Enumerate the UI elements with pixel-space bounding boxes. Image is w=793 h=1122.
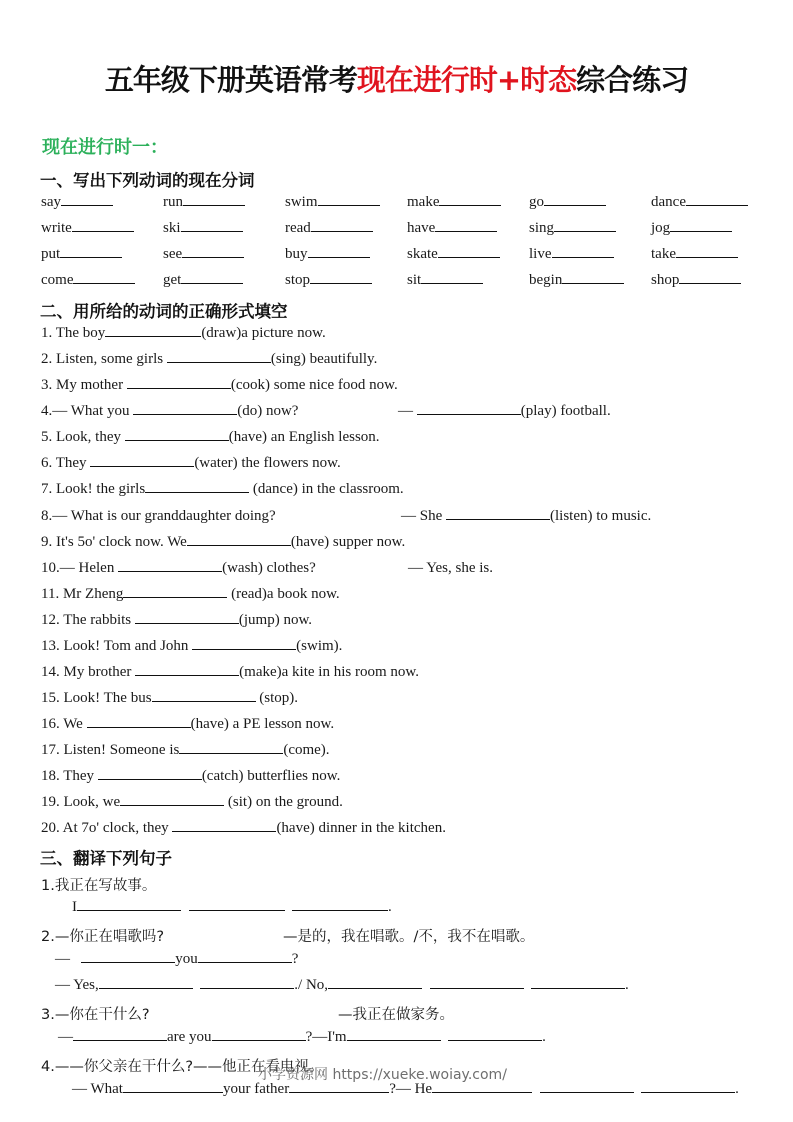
answer-blank[interactable]	[686, 204, 748, 206]
title-part-1: 五年级下册英语常考	[104, 63, 357, 97]
answer-blank[interactable]	[328, 987, 422, 989]
translation-answer: — you ?	[55, 951, 299, 967]
exercise-item: 5. Look, they (have) an English lesson.	[41, 429, 380, 445]
exercise-item: 15. Look! The bus (stop).	[41, 690, 299, 706]
answer-blank[interactable]	[182, 256, 244, 258]
exercise-item: 11. Mr Zheng (read)a book now.	[41, 586, 340, 602]
answer-blank[interactable]	[531, 987, 625, 989]
answer-blank[interactable]	[200, 987, 294, 989]
watermark: 小学资源网 https://xueke.woiay.com/	[258, 1067, 507, 1083]
part3-heading: 三、翻译下列句子	[40, 849, 172, 868]
answer-blank[interactable]	[179, 752, 283, 754]
translation-prompt: 4.——你父亲在干什么?——他正在看电视。	[41, 1059, 324, 1075]
answer-blank[interactable]	[641, 1091, 735, 1093]
exercise-item-answer: — She (listen) to music.	[401, 508, 652, 524]
answer-blank[interactable]	[127, 387, 231, 389]
answer-blank[interactable]	[439, 204, 501, 206]
exercise-item: 7. Look! the girls (dance) in the classroom.	[41, 481, 404, 497]
exercise-item: 2. Listen, some girls (sing) beautifully.	[41, 351, 378, 367]
answer-blank[interactable]	[192, 648, 296, 650]
verb-row: say run swim make go dance	[41, 194, 761, 220]
answer-blank[interactable]	[135, 674, 239, 676]
answer-blank[interactable]	[105, 335, 201, 337]
answer-blank[interactable]	[318, 204, 380, 206]
answer-blank[interactable]	[198, 961, 292, 963]
answer-blank[interactable]	[676, 256, 738, 258]
translation-answer: — What your father ?— He .	[72, 1081, 739, 1097]
translation-prompt: 1.我正在写故事。	[41, 878, 157, 894]
exercise-item: 13. Look! Tom and John (swim).	[41, 638, 343, 654]
answer-blank[interactable]	[212, 1039, 306, 1041]
answer-blank[interactable]	[90, 465, 194, 467]
answer-blank[interactable]	[432, 1091, 532, 1093]
answer-blank[interactable]	[187, 544, 291, 546]
answer-blank[interactable]	[421, 282, 483, 284]
exercise-item: 20. At 7o' clock, they (have) dinner in the kitchen.	[41, 820, 446, 836]
answer-blank[interactable]	[347, 1039, 441, 1041]
answer-blank[interactable]	[544, 204, 606, 206]
answer-blank[interactable]	[679, 282, 741, 284]
answer-blank[interactable]	[189, 909, 285, 911]
exercise-item-answer: — (play) football.	[398, 403, 611, 419]
translation-answer: — are you ?—I'm .	[58, 1029, 546, 1045]
answer-blank[interactable]	[562, 282, 624, 284]
answer-blank[interactable]	[670, 230, 732, 232]
answer-blank[interactable]	[292, 909, 388, 911]
answer-blank[interactable]	[87, 726, 191, 728]
section-label: 现在进行时一：	[42, 137, 168, 158]
exercise-item: 14. My brother (make)a kite in his room now.	[41, 664, 419, 680]
exercise-item: 10.— Helen (wash) clothes?	[41, 560, 316, 576]
verb-row: put see buy skate live take	[41, 246, 761, 272]
answer-blank[interactable]	[181, 230, 243, 232]
answer-blank[interactable]	[554, 230, 616, 232]
answer-blank[interactable]	[99, 987, 193, 989]
exercise-item-answer: — Yes, she is.	[408, 560, 494, 576]
exercise-item: 3. My mother (cook) some nice food now.	[41, 377, 398, 393]
answer-blank[interactable]	[81, 961, 175, 963]
part1-heading: 一、写出下列动词的现在分词	[40, 171, 255, 190]
exercise-item: 12. The rabbits (jump) now.	[41, 612, 313, 628]
answer-blank[interactable]	[72, 230, 134, 232]
answer-blank[interactable]	[438, 256, 500, 258]
answer-blank[interactable]	[77, 909, 181, 911]
translation-prompt: —我正在做家务。	[338, 1007, 454, 1023]
answer-blank[interactable]	[73, 1039, 167, 1041]
title-highlight: 现在进行时+时态	[356, 63, 577, 97]
answer-blank[interactable]	[183, 204, 245, 206]
verb-row: write ski read have sing jog	[41, 220, 761, 246]
answer-blank[interactable]	[120, 804, 224, 806]
answer-blank[interactable]	[98, 778, 202, 780]
answer-blank[interactable]	[310, 282, 372, 284]
answer-blank[interactable]	[448, 1039, 542, 1041]
exercise-item: 16. We (have) a PE lesson now.	[41, 716, 335, 732]
exercise-item: 9. It's 5o' clock now. We (have) supper now.	[41, 534, 406, 550]
answer-blank[interactable]	[308, 256, 370, 258]
answer-blank[interactable]	[289, 1091, 389, 1093]
answer-blank[interactable]	[311, 230, 373, 232]
answer-blank[interactable]	[61, 204, 113, 206]
title-part-3: 综合练习	[576, 63, 689, 97]
translation-prompt: 2.—你正在唱歌吗?	[41, 929, 165, 945]
answer-blank[interactable]	[430, 987, 524, 989]
answer-blank[interactable]	[133, 413, 237, 415]
exercise-item: 4.— What you (do) now?	[41, 403, 299, 419]
verb-grid	[41, 194, 761, 298]
answer-blank[interactable]	[181, 282, 243, 284]
exercise-item: 1. The boy (draw)a picture now.	[41, 325, 326, 341]
part2-heading: 二、用所给的动词的正确形式填空	[40, 302, 288, 321]
answer-blank[interactable]	[123, 596, 227, 598]
answer-blank[interactable]	[152, 700, 256, 702]
answer-blank[interactable]	[73, 282, 135, 284]
translation-answer: — Yes, ./ No, .	[55, 977, 629, 993]
translation-prompt: 3.—你在干什么?	[41, 1007, 150, 1023]
answer-blank[interactable]	[435, 230, 497, 232]
answer-blank[interactable]	[123, 1091, 223, 1093]
answer-blank[interactable]	[172, 830, 276, 832]
answer-blank[interactable]	[145, 491, 249, 493]
exercise-item: 19. Look, we (sit) on the ground.	[41, 794, 343, 810]
exercise-item: 6. They (water) the flowers now.	[41, 455, 341, 471]
verb-row: come get stop sit begin shop	[41, 272, 761, 298]
exercise-item: 17. Listen! Someone is (come).	[41, 742, 330, 758]
page-title	[0, 58, 793, 99]
answer-blank[interactable]	[552, 256, 614, 258]
answer-blank[interactable]	[135, 622, 239, 624]
answer-blank[interactable]	[446, 518, 550, 520]
exercise-item: 8.— What is our granddaughter doing?	[41, 508, 276, 524]
answer-blank[interactable]	[540, 1091, 634, 1093]
answer-blank[interactable]	[60, 256, 122, 258]
translation-prompt: —是的，我在唱歌。/不，我不在唱歌。	[283, 929, 535, 945]
exercise-item: 18. They (catch) butterflies now.	[41, 768, 341, 784]
answer-blank[interactable]	[167, 361, 271, 363]
translation-answer: I .	[72, 899, 392, 915]
answer-blank[interactable]	[118, 570, 222, 572]
answer-blank[interactable]	[417, 413, 521, 415]
answer-blank[interactable]	[125, 439, 229, 441]
